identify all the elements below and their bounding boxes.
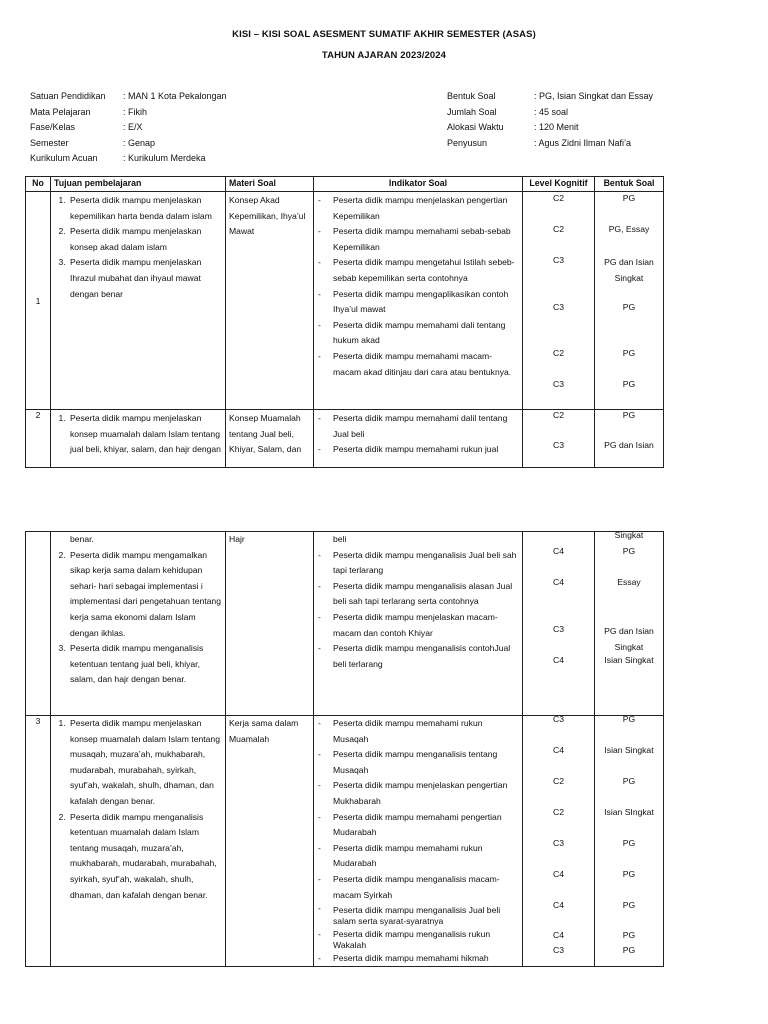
indikator-item: - Peserta didik mampu menjelaskan pengertian Mukhabarah <box>317 778 519 809</box>
row-number: 1 <box>26 192 51 410</box>
tujuan-item: 3. Peserta didik mampu menganalisis ketentuan tentang jual beli, khiyar, salam, dan hajr dengan benar. <box>68 641 222 688</box>
indikator-item: - Peserta didik mampu mengaplikasikan contoh Ihya’ul mawat <box>317 287 519 318</box>
tujuan-cell <box>51 410 226 468</box>
column-header-materi: Materi Soal <box>226 177 314 192</box>
bentuk-value: PG <box>622 930 636 940</box>
bentuk-value: PG <box>622 348 636 358</box>
kisi-table-page-1 <box>25 176 664 468</box>
meta-label: Fase/Kelas <box>30 122 76 132</box>
bentuk-cell <box>595 532 664 716</box>
meta-row <box>30 151 227 167</box>
indikator-item: - Peserta didik mampu memahami rukun Mudarabah <box>317 841 519 872</box>
bentuk-cell <box>595 192 664 410</box>
indikator-item: - Peserta didik mampu mengetahui Istilah sebeb-sebab kepemilikan serta contohnya <box>317 255 519 286</box>
tujuan-item: 1. Peserta didik mampu menjelaskan kepemilikan harta benda dalam islam <box>68 193 222 224</box>
document-subtitle: TAHUN AJARAN 2023/2024 <box>321 50 447 61</box>
meta-value: : E/X <box>123 122 143 132</box>
indikator-cell <box>314 192 523 410</box>
meta-label: Bentuk Soal <box>447 91 496 101</box>
column-header-level: Level Kognitif <box>523 177 595 192</box>
bentuk-value: PG <box>622 714 636 724</box>
meta-row <box>447 105 653 121</box>
table-row <box>26 532 664 716</box>
materi-text: Kerja sama dalam Muamalah <box>229 718 299 744</box>
bentuk-value: PG <box>622 776 636 786</box>
materi-cell <box>226 716 314 967</box>
meta-label: Jumlah Soal <box>447 106 497 117</box>
tujuan-item: 1. Peserta didik mampu menjelaskan konsep muamalah dalam Islam tentang jual beli, khiyar, salam, dan hajr dengan <box>68 411 222 458</box>
level-value: C3 <box>553 624 564 634</box>
tujuan-cell <box>51 192 226 410</box>
meta-value: : PG, Isian Singkat dan Essay <box>534 91 654 101</box>
row-number: 2 <box>26 410 51 468</box>
level-value: C2 <box>553 776 564 786</box>
tujuan-item: 3. Peserta didik mampu menjelaskan Ihrazul mubahat dan ihyaul mawat dengan benar <box>68 255 222 302</box>
tujuan-item: 2. Peserta didik mampu menganalisis ketentuan muamalah dalam Islam tentang musaqah, muzara’ah, mukhabarah, mudarabah, murabahah, syirkah, syuf’ah, wakalah, shulh, dhaman, dan kafalah dengan benar. <box>68 810 222 904</box>
meta-value: : 120 Menit <box>534 122 579 132</box>
column-header-indikator: Indikator Soal <box>314 177 523 192</box>
tujuan-continuation: benar. <box>70 534 94 544</box>
indikator-item: - Peserta didik mampu menganalisis macam-macam Syirkah <box>317 872 519 903</box>
level-value: C3 <box>553 302 564 312</box>
indikator-item: - Peserta didik mampu memahami macam-macam akad ditinjau dari cara atau bentuknya. <box>317 349 519 380</box>
bentuk-value: Essay <box>617 577 641 587</box>
indikator-item: - Peserta didik mampu memahami dali tentang hukum akad <box>317 318 519 349</box>
materi-text: Hajr <box>229 534 245 544</box>
bentuk-value: PG dan Isian Singkat <box>604 626 654 652</box>
meta-label: Mata Pelajaran <box>30 106 91 117</box>
row-number: 3 <box>26 716 51 967</box>
row-number-empty <box>26 532 51 716</box>
indikator-cell <box>314 716 523 967</box>
meta-label: Kurikulum Acuan <box>30 153 98 163</box>
level-value: C2 <box>553 224 564 234</box>
kisi-table-page-2 <box>25 531 664 967</box>
tujuan-item: 2. Peserta didik mampu menjelaskan konsep akad dalam islam <box>68 224 222 255</box>
indikator-item: - Peserta didik mampu memahami pengertian Mudarabah <box>317 810 519 841</box>
meta-value: : Genap <box>123 137 156 148</box>
meta-label: Alokasi Waktu <box>447 122 504 132</box>
meta-value: : Agus Zidni Ilman Nafi’a <box>534 137 632 148</box>
level-value: C2 <box>553 348 564 358</box>
indikator-item: - Peserta didik mampu memahami rukun jual <box>317 442 519 458</box>
materi-cell <box>226 192 314 410</box>
meta-left <box>30 89 227 167</box>
bentuk-value: PG dan Isian <box>604 440 654 450</box>
level-value: C4 <box>553 745 564 755</box>
column-header-no: No <box>26 177 51 192</box>
indikator-cell <box>314 532 523 716</box>
table-row <box>26 192 664 410</box>
column-header-bentuk: Bentuk Soal <box>595 177 664 192</box>
indikator-item: - Peserta didik mampu menjelaskan macam-macam dan contoh Khiyar <box>317 610 519 641</box>
meta-value: : 45 soal <box>534 106 569 117</box>
bentuk-value: PG <box>622 869 636 879</box>
level-value: C3 <box>553 255 564 265</box>
bentuk-value: PG <box>622 379 636 389</box>
level-value: C3 <box>553 838 564 848</box>
indikator-item: - Peserta didik mampu memahami rukun Musaqah <box>317 716 519 747</box>
level-value: C2 <box>553 807 564 817</box>
level-cell <box>523 532 595 716</box>
indikator-item: - Peserta didik mampu menganalisis Jual beli salam serta syarat-syaratnya <box>317 903 519 929</box>
tujuan-item: 2. Peserta didik mampu mengamalkan sikap kerja sama dalam kehidupan sehari- hari sebagai implementasi i implementasi dari pengetahuan tentang kerja sama ekonomi dalam Islam dengan ikhlas. <box>68 548 222 642</box>
indikator-cell <box>314 410 523 468</box>
level-value: C2 <box>553 410 564 420</box>
bentuk-value: PG <box>622 838 636 848</box>
level-value: C4 <box>553 930 564 940</box>
meta-row <box>30 105 227 121</box>
indikator-item: - Peserta didik mampu menganalisis contohJual beli terlarang <box>317 641 519 672</box>
level-cell <box>523 410 595 468</box>
bentuk-value: PG <box>622 900 636 910</box>
bentuk-cell <box>595 716 664 967</box>
indikator-item: - Peserta didik mampu menganalisis rukun Wakalah <box>317 929 519 952</box>
bentuk-value: Isian Singkat <box>604 745 654 755</box>
meta-row <box>30 136 227 152</box>
meta-value: : Kurikulum Merdeka <box>123 153 206 163</box>
level-cell <box>523 716 595 967</box>
table-row <box>26 410 664 468</box>
materi-cell <box>226 532 314 716</box>
meta-right <box>447 89 653 151</box>
meta-row <box>447 89 653 105</box>
level-value: C3 <box>553 440 564 450</box>
indikator-item: - Peserta didik mampu menjelaskan pengertian Kepemilikan <box>317 193 519 224</box>
bentuk-value: PG dan Isian Singkat <box>604 257 654 283</box>
bentuk-value: PG <box>622 546 636 556</box>
indikator-item: - Peserta didik mampu menganalisis tentang Musaqah <box>317 747 519 778</box>
bentuk-value: PG <box>622 410 636 420</box>
level-value: C4 <box>553 655 564 665</box>
tujuan-cell <box>51 532 226 716</box>
bentuk-value: PG <box>622 302 636 312</box>
table-header-row <box>26 177 664 192</box>
document-title: KISI – KISI SOAL ASESMENT SUMATIF AKHIR SEMESTER (ASAS) <box>232 29 536 40</box>
level-value: C3 <box>553 945 564 955</box>
tujuan-item: 1. Peserta didik mampu menjelaskan konsep muamalah dalam Islam tentang musaqah, muzara’ah, mukhabarah, mudarabah, murabahah, syirkah, syuf’ah, wakalah, shulh, dhaman, dan kafalah dengan benar. <box>68 716 222 810</box>
bentuk-continuation: Singkat <box>614 530 644 540</box>
materi-text: Konsep Akad Kepemilikan, Ihya’ul Mawat <box>229 195 306 237</box>
meta-row <box>30 120 227 136</box>
level-cell <box>523 192 595 410</box>
bentuk-value: PG, Essay <box>608 224 650 234</box>
table-row <box>26 716 664 967</box>
indikator-item: - Peserta didik mampu menganalisis alasan Jual beli sah tapi terlarang serta contohnya <box>317 579 519 610</box>
column-header-tujuan: Tujuan pembelajaran <box>51 177 226 192</box>
bentuk-value: Isian Singkat <box>604 655 654 665</box>
level-value: C4 <box>553 577 564 587</box>
meta-value: : MAN 1 Kota Pekalongan <box>123 91 227 101</box>
meta-value: : Fikih <box>123 106 148 117</box>
tujuan-cell <box>51 716 226 967</box>
bentuk-value: PG <box>622 945 636 955</box>
indikator-item: - Peserta didik mampu menganalisis Jual beli sah tapi terlarang <box>317 548 519 579</box>
level-value: C2 <box>553 193 564 203</box>
bentuk-cell <box>595 410 664 468</box>
materi-cell <box>226 410 314 468</box>
meta-row <box>447 120 653 136</box>
indikator-continuation: beli <box>333 534 347 544</box>
level-value: C4 <box>553 546 564 556</box>
materi-text: Konsep Muamalah tentang Jual beli, Khiyar, Salam, dan <box>229 413 302 455</box>
meta-label: Semester <box>30 137 69 148</box>
meta-row <box>447 136 653 152</box>
bentuk-value: Isian SIngkat <box>604 807 654 817</box>
level-value: C4 <box>553 869 564 879</box>
level-value: C4 <box>553 900 564 910</box>
level-value: C3 <box>553 714 564 724</box>
level-value: C3 <box>553 379 564 389</box>
meta-label: Satuan Pendidikan <box>30 91 106 101</box>
meta-row <box>30 89 227 105</box>
meta-label: Penyusun <box>447 137 488 148</box>
bentuk-value: PG <box>622 193 636 203</box>
indikator-item: - Peserta didik mampu memahami sebab-sebab Kepemilikan <box>317 224 519 255</box>
indikator-item: - Peserta didik mampu memahami dalil tentang Jual beli <box>317 411 519 442</box>
indikator-item: - Peserta didik mampu memahami hikmah <box>317 952 519 964</box>
